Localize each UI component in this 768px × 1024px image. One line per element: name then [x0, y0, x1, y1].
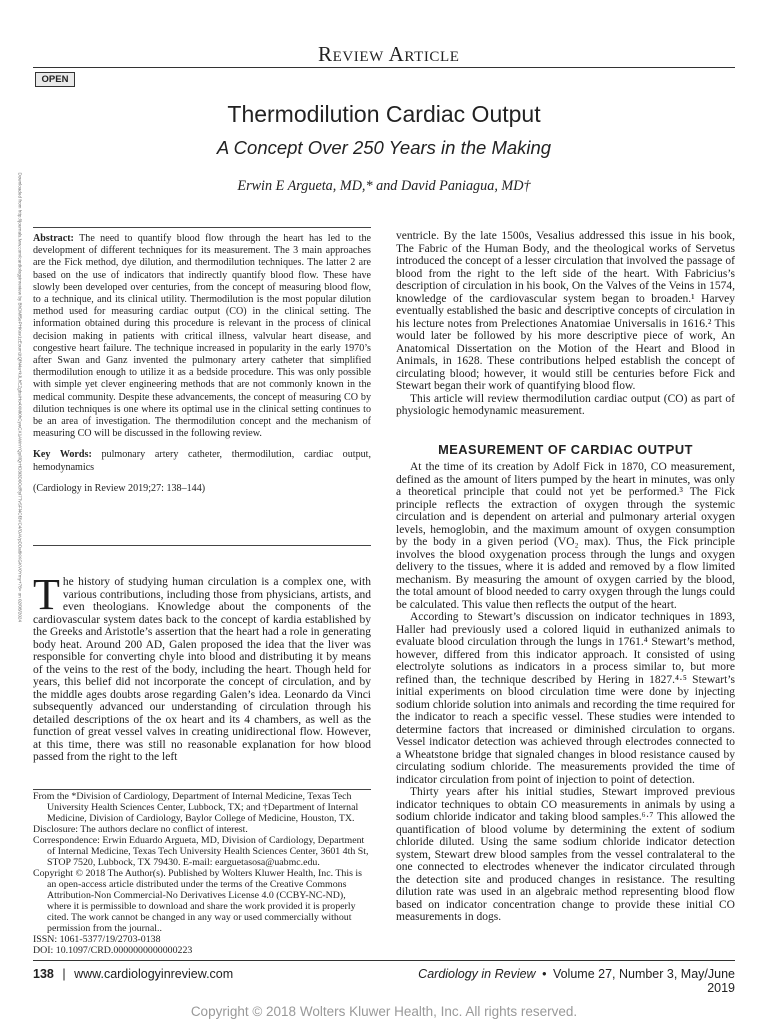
- footnote-disclosure: Disclosure: The authors declare no conflict of interest.: [33, 824, 248, 835]
- stewart-paragraph: According to Stewart’s discussion on indicator techniques in 1893, Haller had previously used a colored liquid in euthanized animals to evaluate blood circulation through the lungs in 1761.⁴ Stewart’s method, however, differed from this indicator approach. It consisted of using electrolyte solutions as indicators in a process similar to, but more refined than, the technique described by Hering in 1827.⁴·⁵ Stewart’s initial experiments on blood circulation time were done by injecting sodium chloride solution into animals and recording the time required for the indicator to reach a specific vessel. These studies were intended to determine factors that increased or diminished circulation to organs. Vessel indicator detection was achieved through electrodes connected to a Wheatstone bridge that signaled changes in blood resistance caused by circulating sodium chloride. The measurements provided the time of indicator circulation from point of injection to point of detection.: [396, 611, 735, 786]
- review-scope-paragraph: This article will review thermodilution cardiac output (CO) as part of physiologic hemodynamic measurement.: [396, 392, 735, 417]
- right-column-body: [396, 461, 735, 924]
- abstract-label: Abstract:: [33, 233, 74, 244]
- section-heading: MEASUREMENT OF CARDIAC OUTPUT: [438, 442, 693, 457]
- footnotes-block: [33, 791, 371, 956]
- footnote-rule: [33, 789, 371, 790]
- article-subtitle: A Concept Over 250 Years in the Making: [216, 137, 552, 158]
- footer-bullet: •: [542, 967, 547, 981]
- header-rule: [33, 67, 735, 68]
- footnote-doi: DOI: 10.1097/CRD.0000000000000223: [33, 945, 193, 956]
- footnote-copyright: Copyright © 2018 The Author(s). Published by Wolters Kluwer Health, Inc. This is an open-access article distributed under the terms of the Creative Commons Attribution-Non Commercial-No Derivatives License 4.0 (CCBY-NC-ND), where it is permissible to download and share the work provided it is properly cited. The work cannot be changed in any way or used commercially without permission from the journal..: [33, 868, 362, 934]
- keywords-text: pulmonary artery catheter, thermodilution, cardiac output, hemodynamics: [33, 449, 371, 473]
- drop-cap: T: [33, 570, 60, 619]
- abstract-block: [33, 233, 371, 495]
- footnote-issn: ISSN: 1061-5377/19/2703-0138: [33, 934, 161, 945]
- abstract-top-rule: [33, 227, 371, 228]
- footer-left: [33, 967, 233, 981]
- footer-separator: |: [62, 967, 66, 981]
- abstract-bottom-rule: [33, 545, 371, 546]
- footnote-correspondence: Correspondence: Erwin Eduardo Argueta, MD, Division of Cardiology, Department of Internal Medicine, Texas Tech University Health Sciences Center, 3601 4th St, STOP 7520, Lubbock, TX 79430. E-mail: earguetasosa@uabmc.edu.: [33, 835, 369, 868]
- keywords-label: Key Words:: [33, 449, 92, 461]
- article-title: Thermodilution Cardiac Output: [227, 101, 541, 127]
- left-column-body: [33, 570, 371, 764]
- open-access-badge: OPEN: [35, 72, 75, 87]
- article-citation: (Cardiology in Review 2019;27: 138–144): [33, 482, 206, 494]
- author-list: Erwin E Argueta, MD,* and David Paniagua, MD†: [237, 178, 531, 194]
- copyright-banner: Copyright © 2018 Wolters Kluwer Health, Inc. All rights reserved.: [190, 1004, 578, 1019]
- dilution-paragraph: Thirty years after his initial studies, Stewart improved previous indicator techniques to obtain CO measurements in animals by using a sodium chloride indicator and taking blood samples.⁶·⁷ This allowed the quantification of blood volume by determining the extent of sodium chloride diluted. Using the same sodium chloride indicator detection system, Stewart drew blood samples from the vessel contralateral to the one connected to electrodes whenever the indicator circulated through the detection site and produced changes in resistance. The resulting dilution rate was used in an algebraic method representing blood flow based on indicator concentration change to provide these initial CO measurements in dogs.: [396, 786, 735, 923]
- history-paragraph: ventricle. By the late 1500s, Vesalius addressed this issue in his book, The Fabric of the Human Body, and the theological works of Servetus introduced the concept of a lesser circulation that involved the passage of blood from the right to the left side of the heart. With Fabricius’s description of circulation in his book, On the Valves of the Veins in 1574, knowledge of the cardiovascular system began to broaden.¹ Harvey eventually established the basic and descriptive concepts of circulation in his lecture notes from Prelectiones Anatomiae Universalis in 1616.² This would later be followed by his more descriptive piece of work, An Anatomical Dissertation on the Motion of the Heart and Blood in Animals, in 1628. These contributions helped establish the concept of circulating blood; however, it would still be centuries before Fick and Stewart began their work of quantifying blood flow.: [396, 230, 735, 392]
- journal-website-link[interactable]: www.cardiologyinreview.com: [74, 967, 234, 981]
- journal-issue: Volume 27, Number 3, May/June 2019: [552, 967, 735, 995]
- footer-right: [396, 967, 735, 995]
- fick-paragraph: At the time of its creation by Adolf Fick in 1870, CO measurement, defined as the amount of liters pumped by the heart in minutes, was only a theoretical principle that could not yet be performed.³ The Fick principle reflects the extraction of oxygen through the systemic circulation and is dependent on arterial and pulmonary arterial oxygen levels, hemoglobin, and the maximum amount of oxygen consumption by the body in a given period (VO₂ max). Thus, the Fick principle involves the blood oxygenation process through the lungs and oxygen delivery to the tissues, where it is added and removed by a flow limited mechanism. By measuring the amount of oxygen carried by the blood, the total amount of blood needed to carry oxygen through the lungs could be calculated. This value then reflects the output of the heart.: [396, 461, 735, 611]
- footnote-affiliation: From the *Division of Cardiology, Department of Internal Medicine, Texas Tech University Health Sciences Center, Lubbock, TX; and †Department of Internal Medicine, Division of Cardiology, Baylor College of Medicine, Houston, TX.: [33, 791, 359, 824]
- section-label: Review Article: [318, 42, 460, 66]
- intro-paragraph: he history of studying human circulation is a complex one, with various contributions, including those from physicians, artists, and even theologians. Knowledge about the components of the cardiovascular system dates back to the concept of kardia established by the Greeks and Aristotle’s assertion that the heart had a role in generating body heat. Around 200 AD, Galen proposed the idea that the liver was responsible for converting chyle into blood and distributing it by means of the veins to the rest of the body, including the heart. Though held for years, this belief did not incorporate the concept of circulation, and by the middle ages doubts arose regarding Galen’s idea. Leonardo da Vinci subsequently advanced our understanding of circulation through his detailed descriptions of the ox heart and its 4 chambers, as well as the function of great vessel valves in creating unidirectional flow. However, at this time, there was still no reasonable explanation for how blood passed from the right to the left: [33, 576, 371, 763]
- abstract-text: The need to quantify blood flow through the heart has led to the development of different techniques for its measurement. The 3 main approaches are the Fick method, dye dilution, and thermodilution techniques. The latter 2 are based on the use of indicators that indirectly quantify blood flow. These have slowly been developed over centuries, from the concept of measuring blood flow, to a technique, and its clinical utility. Thermodilution is the most popular dilution method used for measuring cardiac output (CO) in the clinical setting. The information obtained during this procedure is relevant in the process of clinical decision making in patients with critical illness, valvular heart disease, and congestive heart failure. The technique increased in popularity in the early 1970’s after Swan and Ganz invented the pulmonary artery catheter that simplified thermodilution enough to utilize it as a bedside procedure. This was only possible with simple yet clever engineering methods that are not commonly known in the medical community. Despite these advancements, the concept of measuring CO by dilution techniques is one where its optimal use in the clinical setting continues to be an area of investigation. The thermodilution concept and the mechanism of measuring CO will be discussed in the following review.: [33, 233, 372, 440]
- page-number: 138: [33, 967, 54, 981]
- journal-name: Cardiology in Review: [418, 967, 536, 981]
- download-watermark: Downloaded from http://journals.lww.com/cardiologyinreview by BhDMf5ePHKav1zEoum1tQfN4a+kJLhEZgbsIHo4XMi0hCywCX1AWnYQp/IlQrHD3i3D0OdRyi7TvSFl4Cf3VC4/OAVpDDa8KKGKV0Ymy+78= on 02/08/2024: [17, 172, 23, 622]
- right-column-top: [396, 230, 735, 418]
- footer-rule: [33, 960, 735, 961]
